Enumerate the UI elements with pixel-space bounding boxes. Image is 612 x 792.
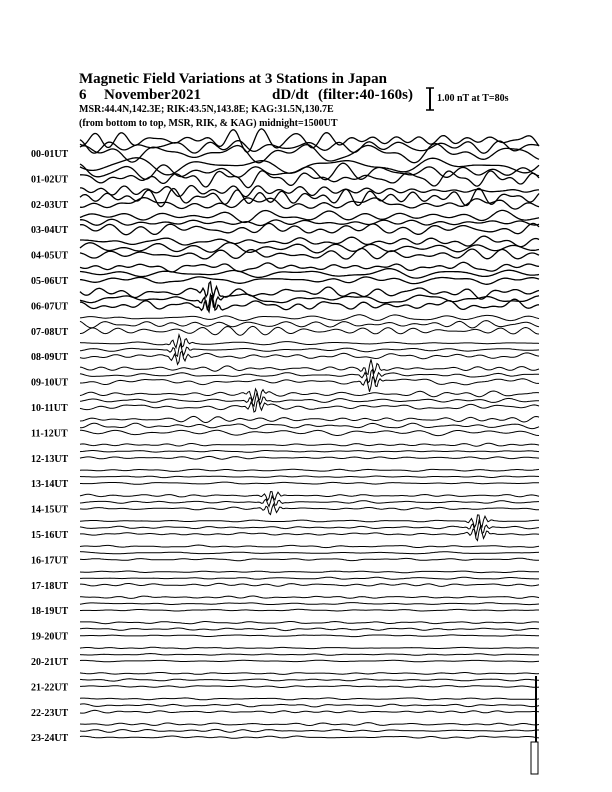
- trace-kag: [80, 545, 539, 548]
- trace-rik: [80, 423, 539, 429]
- chart-title: Magnetic Field Variations at 3 Stations in Japan: [79, 71, 387, 87]
- trace-msr: [80, 377, 539, 392]
- station-order-note: (from bottom to top, MSR, RIK, & KAG) midnight=1500UT: [79, 118, 338, 129]
- row-label: 20-21UT: [31, 657, 69, 668]
- trace-kag: [80, 315, 539, 321]
- trace-msr: [80, 198, 539, 209]
- trace-rik: [80, 577, 539, 579]
- trace-msr: [80, 686, 539, 688]
- trace-rik: [80, 603, 539, 605]
- trace-rik: [80, 344, 539, 357]
- row-label: 04-05UT: [31, 250, 69, 262]
- row-label: 18-19UT: [31, 606, 69, 618]
- trace-kag: [80, 492, 539, 501]
- date-day: 6: [79, 87, 87, 103]
- filter-label: (filter:40-160s): [318, 87, 413, 103]
- date-year: 2021: [171, 87, 201, 103]
- trace-msr: [80, 482, 539, 484]
- row-label: 08-09UT: [31, 352, 69, 364]
- row-label: 15-16UT: [31, 530, 69, 541]
- trace-kag: [80, 622, 539, 624]
- trace-rik: [80, 476, 539, 478]
- trace-kag: [80, 723, 539, 726]
- scale-bar: [426, 88, 434, 110]
- scale-bar-label: 1.00 nT at T=80s: [437, 93, 509, 104]
- row-label: 09-10UT: [31, 377, 69, 389]
- trace-rik: [80, 679, 539, 681]
- trace-msr: [80, 456, 539, 459]
- trace-msr: [80, 171, 539, 188]
- trace-kag: [80, 416, 539, 422]
- trace-kag: [80, 571, 539, 573]
- trace-kag: [80, 158, 539, 175]
- trace-rik: [80, 521, 539, 535]
- row-label: 07-08UT: [31, 326, 69, 338]
- row-label: 14-15UT: [31, 504, 69, 516]
- row-label: 06-07UT: [31, 301, 69, 313]
- trace-rik: [80, 496, 539, 506]
- trace-rik: [80, 451, 539, 453]
- row-label: 01-02UT: [31, 174, 69, 186]
- row-label: 22-23UT: [31, 707, 69, 719]
- row-label: 11-12UT: [31, 428, 68, 440]
- row-labels: [31, 149, 69, 744]
- row-label: 05-06UT: [31, 276, 69, 287]
- trace-msr: [80, 583, 539, 586]
- row-label: 13-14UT: [31, 479, 69, 491]
- trace-kag: [80, 359, 539, 374]
- trace-msr: [80, 736, 539, 738]
- trace-rik: [80, 654, 539, 656]
- trace-kag: [80, 335, 539, 348]
- trace-msr: [80, 223, 539, 234]
- trace-rik: [80, 704, 539, 707]
- row-label: 02-03UT: [31, 199, 69, 211]
- row-label: 10-11UT: [31, 403, 68, 414]
- row-label: 12-13UT: [31, 453, 69, 465]
- row-label: 21-22UT: [31, 682, 69, 694]
- trace-msr: [80, 609, 539, 611]
- row-label: 03-04UT: [31, 225, 69, 237]
- trace-kag: [80, 647, 539, 649]
- trace-kag: [80, 673, 539, 675]
- trace-msr: [80, 277, 539, 284]
- trace-rik: [80, 243, 539, 253]
- row-label: 23-24UT: [31, 733, 69, 745]
- trace-msr: [80, 710, 539, 713]
- trace-msr: [80, 504, 539, 514]
- trace-kag: [80, 698, 539, 700]
- trace-rik: [80, 628, 539, 631]
- trace-msr: [80, 295, 539, 312]
- trace-kag: [80, 186, 539, 197]
- trace-msr: [80, 635, 539, 637]
- trace-kag: [80, 596, 539, 598]
- row-label: 19-20UT: [31, 631, 69, 643]
- trace-rik: [80, 729, 539, 732]
- trace-msr: [80, 660, 539, 661]
- traces: [80, 129, 539, 739]
- date-month: November: [104, 87, 171, 103]
- row-label: 17-18UT: [31, 580, 69, 592]
- trace-msr: [80, 351, 539, 364]
- row-label: 00-01UT: [31, 149, 69, 160]
- station-coordinates: MSR:44.4N,142.3E; RIK:43.5N,143.8E; KAG:31.5N,130.7E: [79, 104, 334, 115]
- trace-msr: [80, 558, 539, 561]
- trace-kag: [80, 443, 539, 446]
- trace-msr: [80, 430, 539, 435]
- trace-kag: [80, 515, 539, 528]
- trace-kag: [80, 282, 539, 299]
- trace-rik: [80, 269, 539, 279]
- trace-kag: [80, 236, 539, 247]
- row-label: 16-17UT: [31, 555, 69, 567]
- quantity-label: dD/dt: [272, 87, 309, 103]
- trace-rik: [80, 552, 539, 554]
- trace-kag: [80, 469, 539, 471]
- trace-kag: [80, 262, 539, 272]
- trace-rik: [80, 321, 539, 328]
